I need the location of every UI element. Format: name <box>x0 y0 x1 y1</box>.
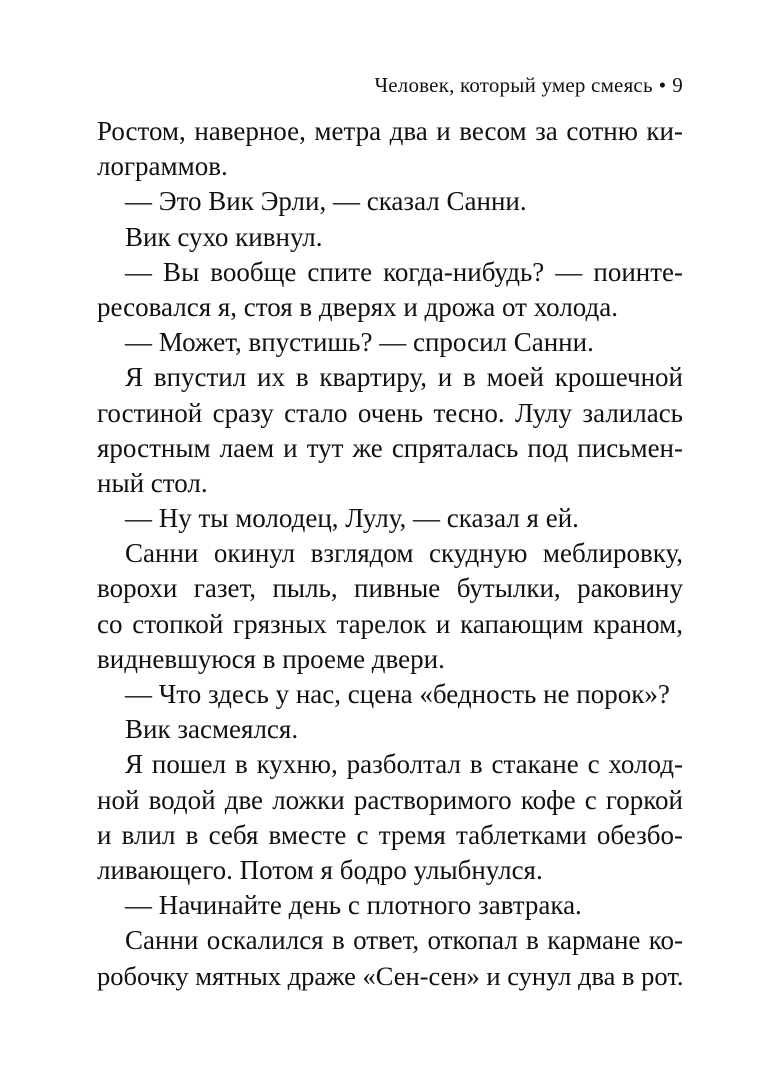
text-line: лограммов. <box>97 151 228 182</box>
text-line: Я впустил их в квартиру, и в моей крошечной <box>125 362 683 393</box>
text-line: яростным лаем и тут же спряталась под письмен- <box>97 432 683 463</box>
text-line: — Может, впустишь? — спросил Санни. <box>125 327 594 358</box>
text-line: Вик засмеялся. <box>125 714 299 745</box>
text-line: ворохи газет, пыль, пивные бутылки, раковину <box>97 573 683 604</box>
text-line: гостиной сразу стало очень тесно. Лулу залилась <box>97 397 683 428</box>
text-line: ресовался я, стоя в дверях и дрожа от холода. <box>97 291 618 322</box>
text-line: — Ну ты молодец, Лулу, — сказал я ей. <box>125 503 579 534</box>
text-line: ливающего. Потом я бодро улыбнулся. <box>97 854 543 885</box>
text-line: Санни оскалился в ответ, откопал в кармане ко- <box>125 925 683 956</box>
text-line: со стопкой грязных тарелок и капающим краном, <box>97 608 683 639</box>
text-line: видневшуюся в проеме двери. <box>97 643 445 674</box>
text-line: ной водой две ложки растворимого кофе с горкой <box>97 784 683 815</box>
text-line: Санни окинул взглядом скудную меблировку, <box>125 538 683 569</box>
text-line: Вик сухо кивнул. <box>125 221 323 252</box>
text-line: Ростом, наверное, метра два и весом за сотню ки- <box>97 116 683 146</box>
page-number: 9 <box>672 73 683 97</box>
text-line: — Это Вик Эрли, — сказал Санни. <box>125 186 527 217</box>
text-line: Я пошел в кухню, разболтал в стакане с холод- <box>125 749 683 780</box>
text-line: — Что здесь у нас, сцена «бедность не порок»? <box>125 679 670 709</box>
text-line: ный стол. <box>97 467 208 498</box>
book-title: Человек, который умер смеясь <box>374 73 653 97</box>
text-line: — Начинайте день с плотного завтрака. <box>125 890 582 921</box>
text-line: — Вы вообще спите когда-нибудь? — поинте- <box>125 256 683 287</box>
body-text <box>97 114 683 994</box>
header-separator: • <box>658 73 667 97</box>
running-header <box>374 72 683 98</box>
text-line: и влил в себя вместе с тремя таблетками обезбо- <box>97 819 683 850</box>
text-line: робочку мятных драже «Сен-сен» и сунул два в рот. <box>97 960 684 991</box>
